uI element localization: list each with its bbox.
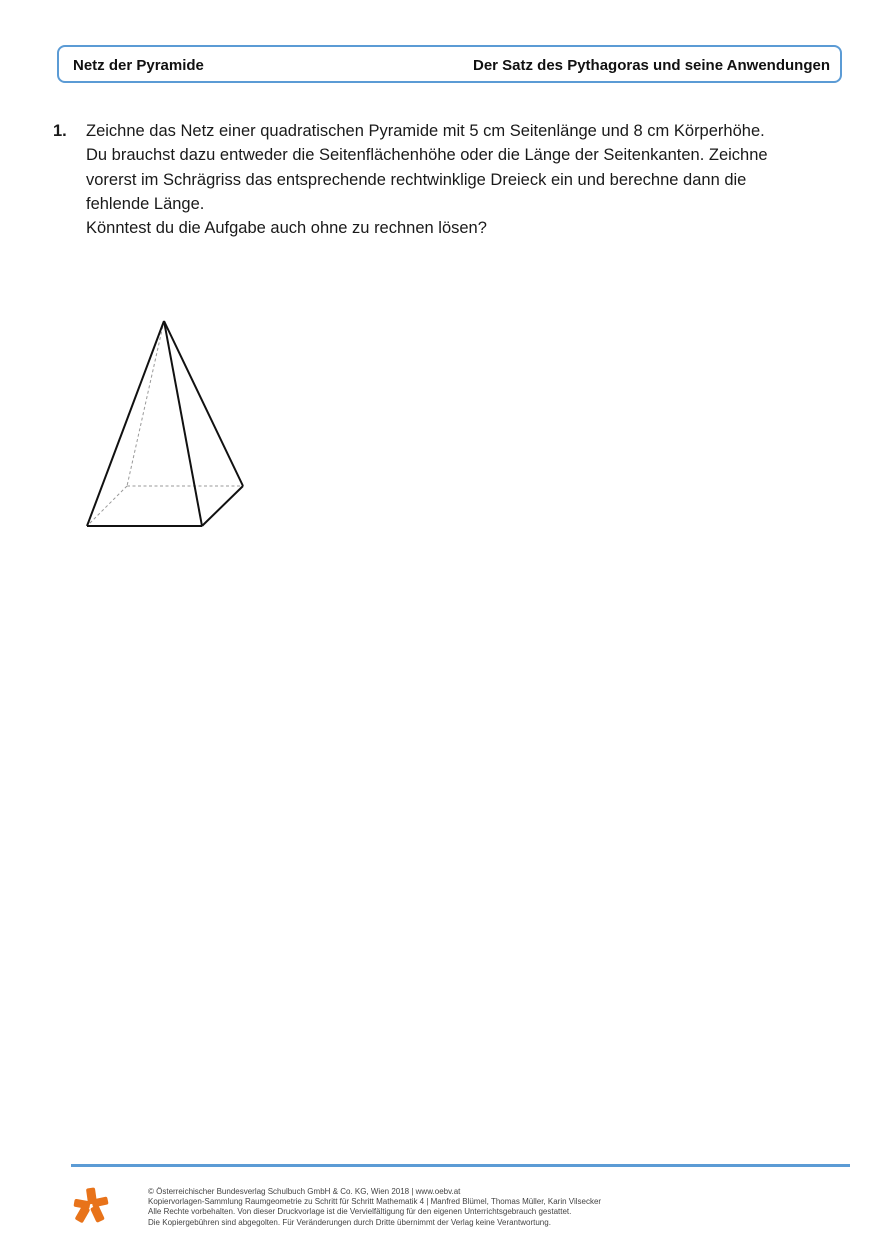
copyright-line: © Österreichischer Bundesverlag Schulbuch GmbH & Co. KG, Wien 2018 | www.oebv.at [148, 1187, 461, 1196]
header-box [57, 45, 842, 83]
task-line: vorerst im Schrägriss das entsprechende rechtwinklige Dreieck ein und berechne dann die [86, 170, 747, 189]
lateral-edge [164, 321, 243, 486]
task-text [86, 119, 846, 240]
task-line: Könntest du die Aufgabe auch ohne zu rechnen lösen? [86, 219, 487, 238]
footer-rule [71, 1164, 850, 1167]
publisher-logo-icon [72, 1186, 110, 1224]
lateral-edge [87, 321, 164, 526]
worksheet-title: Netz der Pyramide [73, 57, 204, 74]
chapter-title: Der Satz des Pythagoras und seine Anwendungen [472, 57, 830, 74]
pyramid-illustration [70, 310, 270, 540]
task-line: fehlende Länge. [86, 194, 205, 213]
task-number: 1. [53, 122, 67, 140]
base-edge [202, 486, 243, 526]
task-line: Zeichne das Netz einer quadratischen Pyramide mit 5 cm Seitenlänge und 8 cm Körperhöhe. [86, 122, 765, 140]
footer-line: Kopiervorlagen-Sammlung Raumgeometrie zu Schritt für Schritt Mathematik 4 | Manfred Blümel, Thomas Müller, Karin Vilsecker [148, 1197, 602, 1207]
task-line: Du brauchst dazu entweder die Seitenflächenhöhe oder die Länge der Seitenkanten. Zeichne [86, 146, 768, 165]
footer-line: Alle Rechte vorbehalten. Von dieser Druckvorlage ist die Vervielfältigung für den eigenen Unterrichtsgebrauch gestattet. [148, 1207, 572, 1217]
footer-text [148, 1187, 601, 1228]
lateral-edge [164, 321, 202, 526]
hidden-edge [87, 486, 127, 526]
footer-line: Die Kopiergebühren sind abgegolten. Für Veränderungen durch Dritte übernimmt der Verlag keine Verantwortung. [148, 1217, 551, 1227]
